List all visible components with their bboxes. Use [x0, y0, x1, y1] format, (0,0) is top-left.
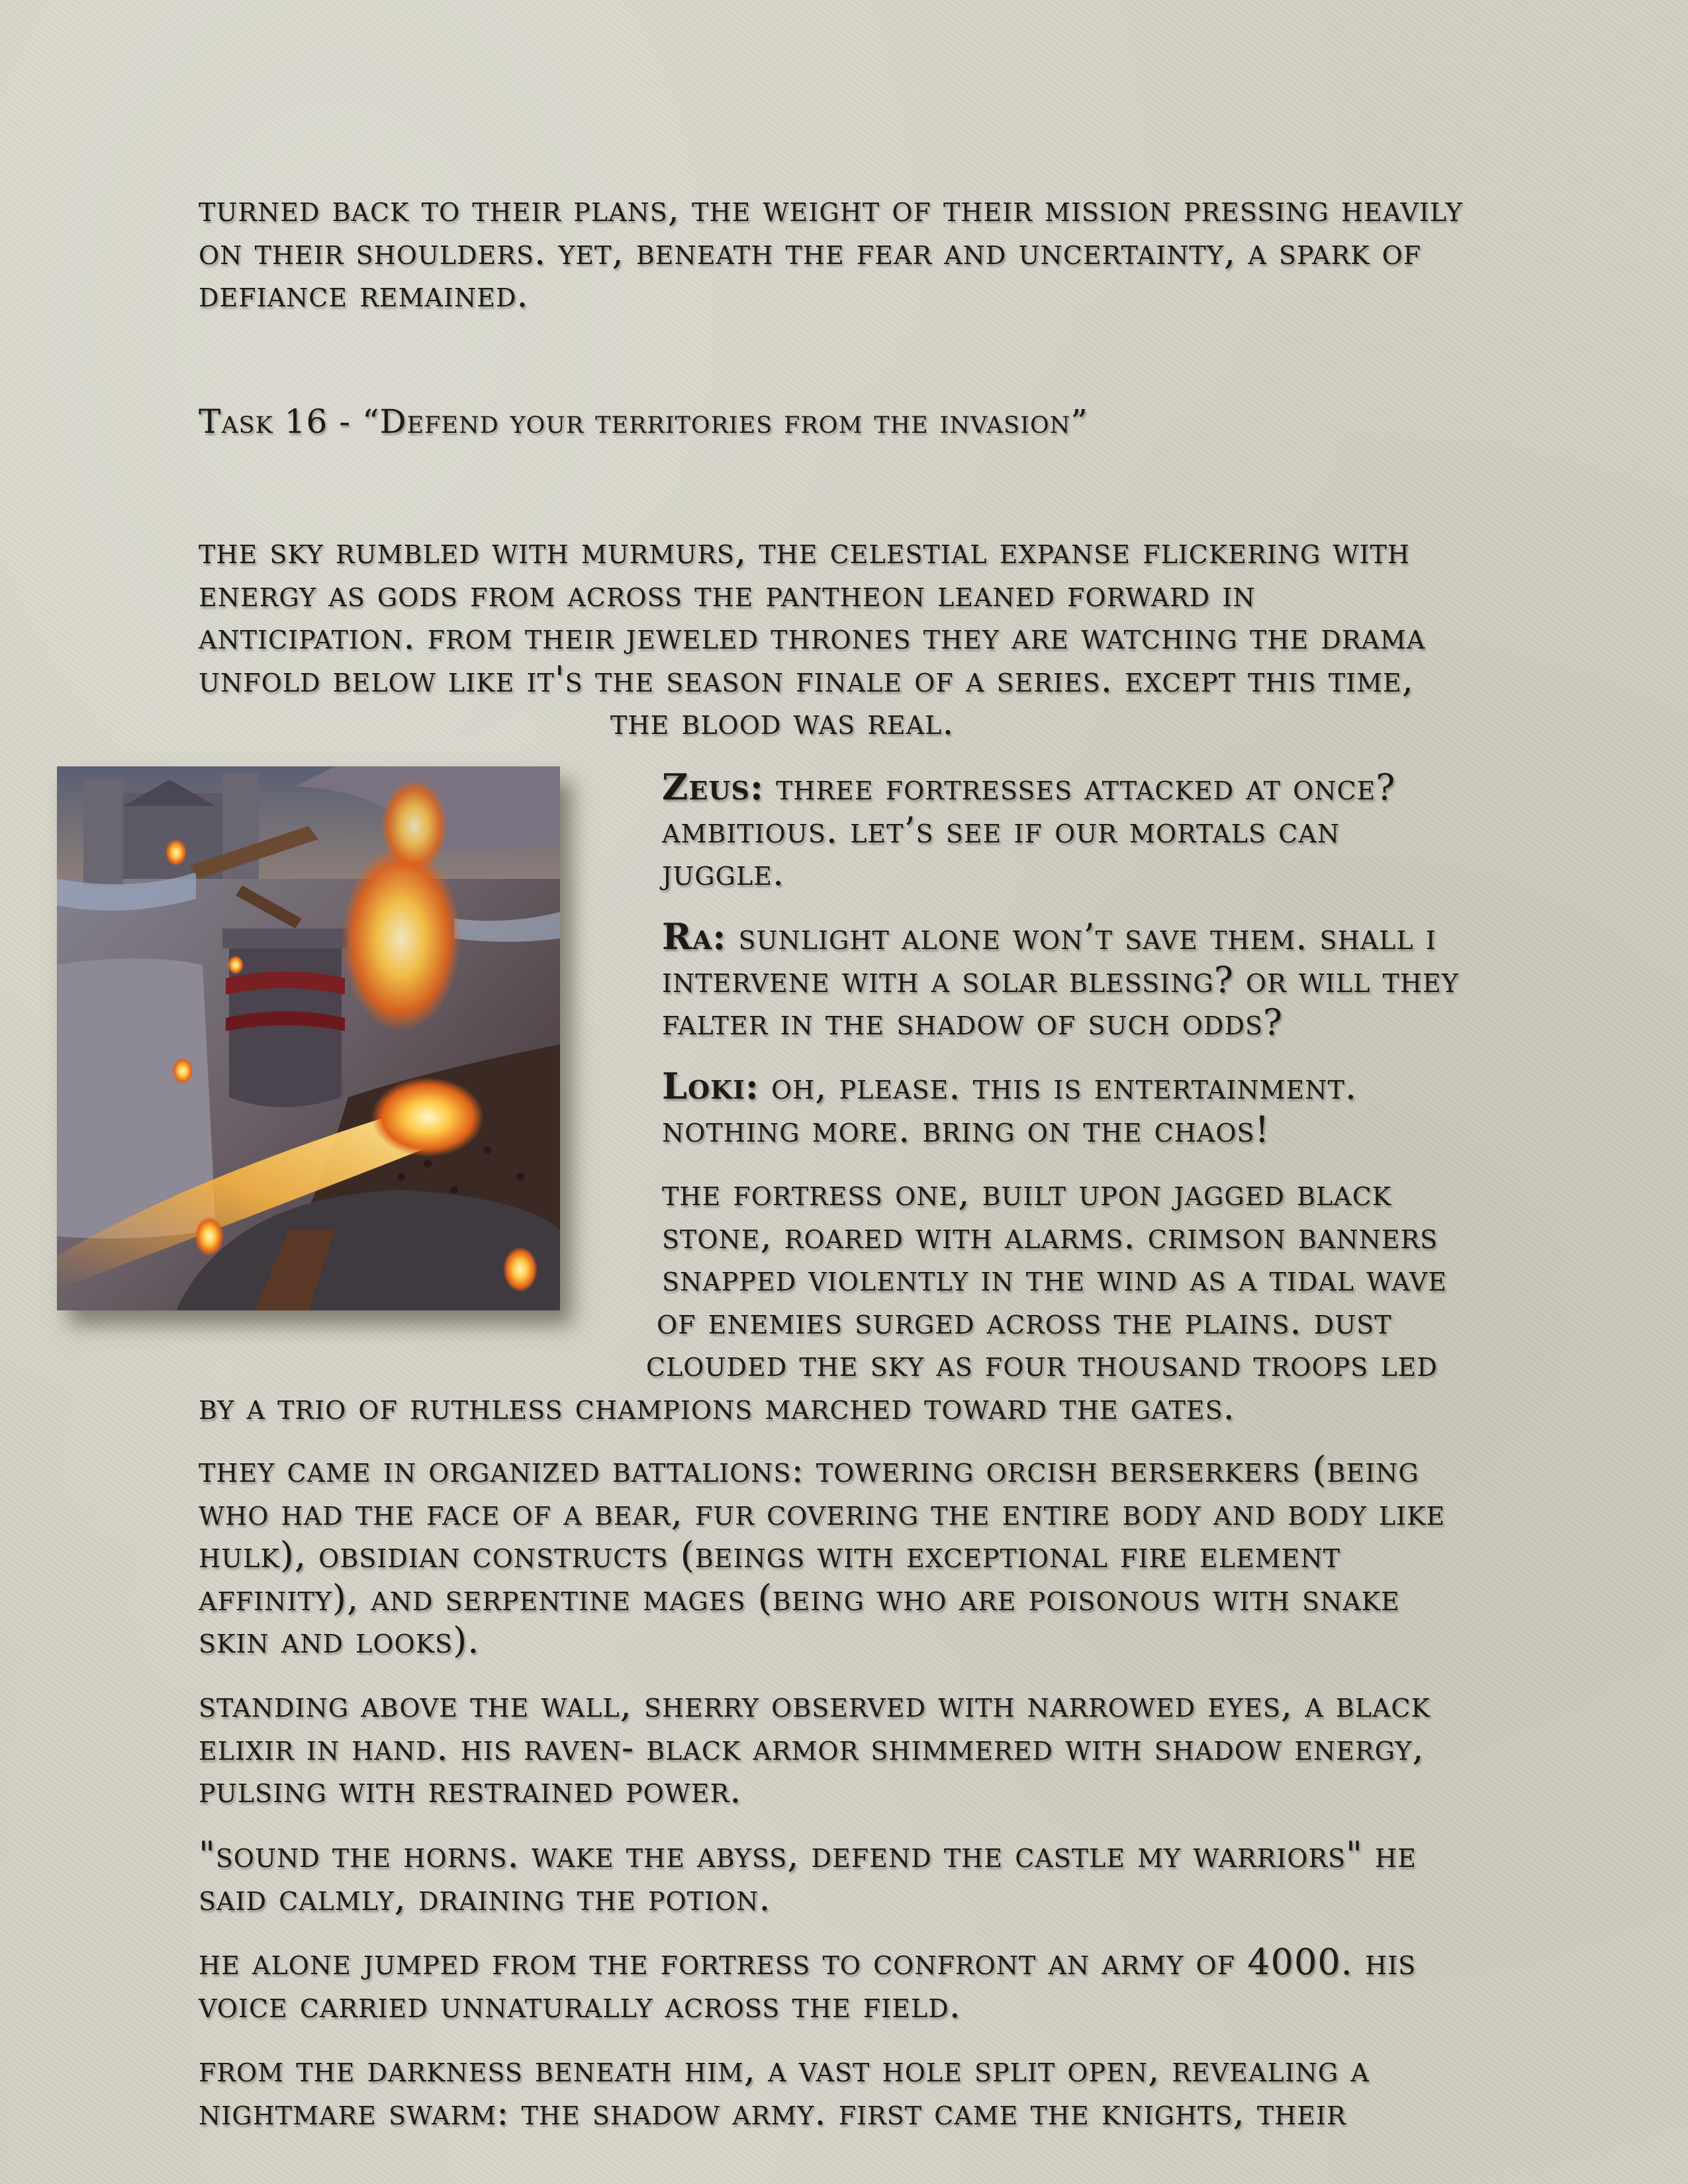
- text-line: by a trio of ruthless champions marched toward the gates.: [199, 1385, 1235, 1428]
- text-line: on their shoulders. yet, beneath the fear and uncertainty, a spark of: [199, 230, 1422, 273]
- text-line: hulk), obsidian constructs (beings with exceptional fire element: [199, 1534, 1340, 1576]
- task-heading-text: Task 16 - “Defend your territories from the invasion”: [199, 402, 1088, 441]
- speaker-name: Loki:: [662, 1065, 759, 1107]
- text-line: clouded the sky as four thousand troops led: [646, 1343, 1438, 1385]
- task-heading: [199, 400, 1088, 443]
- text-line: pulsing with restrained power.: [199, 1769, 742, 1811]
- text-line: skin and looks).: [199, 1619, 480, 1661]
- quote-paragraph: [199, 1834, 1417, 1919]
- fortress-paragraph: [199, 1172, 1447, 1428]
- text-line: snapped violently in the wind as a tidal wave: [662, 1257, 1448, 1299]
- text-line: standing above the wall, sherry observed with narrowed eyes, a black: [199, 1684, 1430, 1725]
- text-line: voice carried unnaturally across the field.: [199, 1983, 961, 2026]
- dialogue-zeus: [662, 766, 1395, 895]
- text-line: nothing more. bring on the chaos!: [662, 1108, 1270, 1150]
- text-line: [662, 1065, 1357, 1109]
- text-line: affinity), and serpentine mages (being who are poisonous with snake: [199, 1576, 1400, 1619]
- text-line: energy as gods from across the pantheon leaned forward in: [199, 572, 1256, 615]
- text-line: the blood was real.: [610, 701, 955, 743]
- intro-paragraph: [199, 188, 1463, 316]
- text-line: stone, roared with alarms. crimson banners: [662, 1214, 1438, 1257]
- dialogue-ra: [662, 915, 1459, 1044]
- dialogue-text: three fortresses attacked at once?: [763, 766, 1396, 808]
- text-line: "sound the horns. wake the abyss, defend the castle my warriors" he: [199, 1834, 1417, 1876]
- text-line: nightmare swarm: the shadow army. first came the knights, their: [199, 2091, 1346, 2133]
- text-line: of enemies surged across the plains. dust: [657, 1300, 1392, 1342]
- speaker-name: Zeus:: [662, 766, 764, 808]
- text-line: falter in the shadow of such odds?: [662, 1001, 1283, 1043]
- dialogue-text: oh, please. this is entertainment.: [759, 1066, 1357, 1107]
- text-line: anticipation. from their jeweled thrones they are watching the drama: [199, 615, 1426, 657]
- darkness-paragraph: [199, 2048, 1370, 2134]
- text-line: elixir in hand. his raven- black armor shimmered with shadow energy,: [199, 1726, 1425, 1768]
- text-line: said calmly, draining the potion.: [199, 1876, 771, 1919]
- gods-paragraph: [199, 530, 1425, 744]
- battalions-paragraph: [199, 1449, 1445, 1662]
- speaker-name: Ra:: [662, 915, 727, 958]
- sherry-paragraph: [199, 1684, 1430, 1812]
- text-line: juggle.: [662, 852, 785, 893]
- text-line: [662, 915, 1459, 959]
- text-line: he alone jumped from the fortress to confront an army of 4000. his: [199, 1941, 1417, 1983]
- text-line: unfold below like it's the season finale of a series. except this time,: [199, 658, 1414, 700]
- text-line: [662, 766, 1395, 809]
- dialogue-text: sunlight alone won’t save them. shall i: [726, 916, 1436, 958]
- text-line: intervene with a solar blessing? or will they: [662, 958, 1459, 1001]
- text-line: the fortress one, built upon jagged black: [662, 1172, 1392, 1214]
- dialogue-loki: [662, 1065, 1357, 1151]
- text-line: from the darkness beneath him, a vast hole split open, revealing a: [199, 2048, 1370, 2090]
- text-line: the sky rumbled with murmurs, the celestial expanse flickering with: [199, 530, 1410, 572]
- text-line: defiance remained.: [199, 273, 529, 315]
- text-line: they came in organized battalions: towering orcish berserkers (being: [199, 1449, 1419, 1490]
- text-line: who had the face of a bear, fur covering the entire body and body like: [199, 1491, 1446, 1533]
- jump-paragraph: [199, 1941, 1416, 2026]
- text-line: ambitious. let’s see if our mortals can: [662, 809, 1340, 851]
- text-line: turned back to their plans, the weight of their mission pressing heavily: [199, 188, 1463, 230]
